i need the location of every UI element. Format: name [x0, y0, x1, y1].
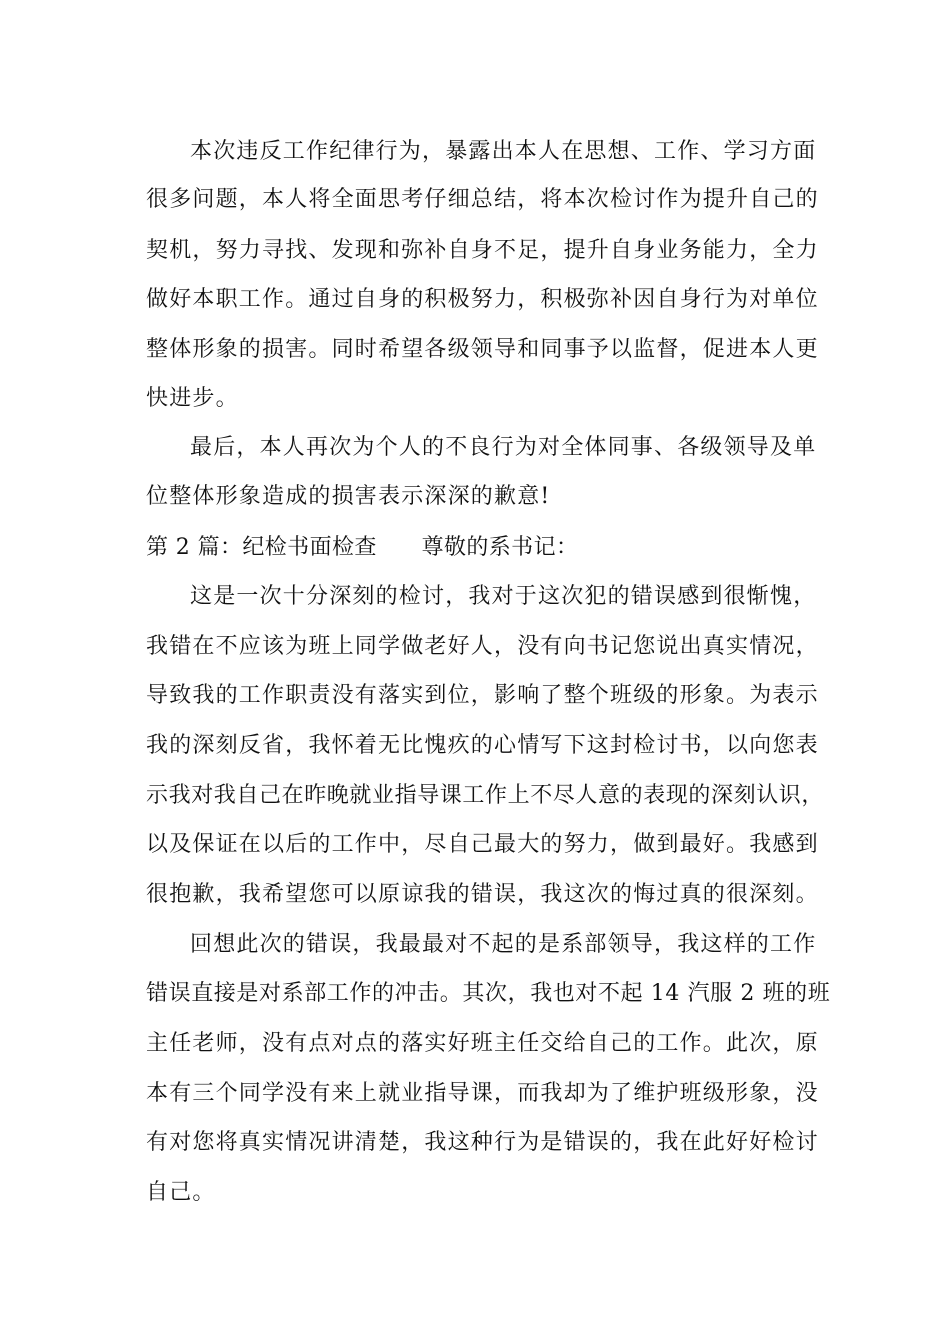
paragraph-1-line-6: 快进步。	[146, 386, 239, 411]
paragraph-2-line-2: 位整体形象造成的损害表示深深的歉意!	[146, 484, 551, 509]
paragraph-3-line-1: 这是一次十分深刻的检讨，我对于这次犯的错误感到很惭愧，	[190, 584, 817, 609]
paragraph-4-line-6: 自己。	[146, 1180, 216, 1205]
paragraph-4-line-4: 本有三个同学没有来上就业指导课，而我却为了维护班级形象，没	[146, 1081, 819, 1106]
paragraph-2-line-1: 最后，本人再次为个人的不良行为对全体同事、各级领导及单	[190, 435, 817, 460]
paragraph-1-line-3: 契机，努力寻找、发现和弥补自身不足，提升自身业务能力，全力	[146, 238, 819, 263]
paragraph-1-line-5: 整体形象的损害。同时希望各级领导和同事予以监督，促进本人更	[146, 337, 819, 362]
paragraph-3-line-5: 示我对我自己在昨晚就业指导课工作上不尽人意的表现的深刻认识，	[146, 783, 825, 808]
paragraph-3-line-3: 导致我的工作职责没有落实到位，影响了整个班级的形象。为表示	[146, 683, 819, 708]
paragraph-1-line-4: 做好本职工作。通过自身的积极努力，积极弥补因自身行为对单位	[146, 287, 819, 312]
paragraph-3-line-6: 以及保证在以后的工作中，尽自己最大的努力，做到最好。我感到	[146, 832, 819, 857]
paragraph-3-line-7: 很抱歉，我希望您可以原谅我的错误，我这次的悔过真的很深刻。	[146, 882, 819, 907]
paragraph-4-line-5: 有对您将真实情况讲清楚，我这种行为是错误的，我在此好好检讨	[146, 1130, 819, 1155]
paragraph-4-line-3: 主任老师，没有点对点的落实好班主任交给自己的工作。此次，原	[146, 1031, 819, 1056]
paragraph-4-line-2: 错误直接是对系部工作的冲击。其次，我也对不起 14 汽服 2 班的班	[146, 981, 831, 1006]
paragraph-4-line-1: 回想此次的错误，我最最对不起的是系部领导，我这样的工作	[190, 932, 817, 957]
paragraph-1-line-1: 本次违反工作纪律行为，暴露出本人在思想、工作、学习方面	[190, 139, 817, 164]
section-heading: 第 2 篇：纪检书面检查 尊敬的系书记：	[146, 535, 579, 560]
paragraph-1-line-2: 很多问题，本人将全面思考仔细总结，将本次检讨作为提升自己的	[146, 187, 819, 212]
paragraph-3-line-2: 我错在不应该为班上同学做老好人，没有向书记您说出真实情况，	[146, 634, 819, 659]
paragraph-3-line-4: 我的深刻反省，我怀着无比愧疚的心情写下这封检讨书，以向您表	[146, 733, 819, 758]
